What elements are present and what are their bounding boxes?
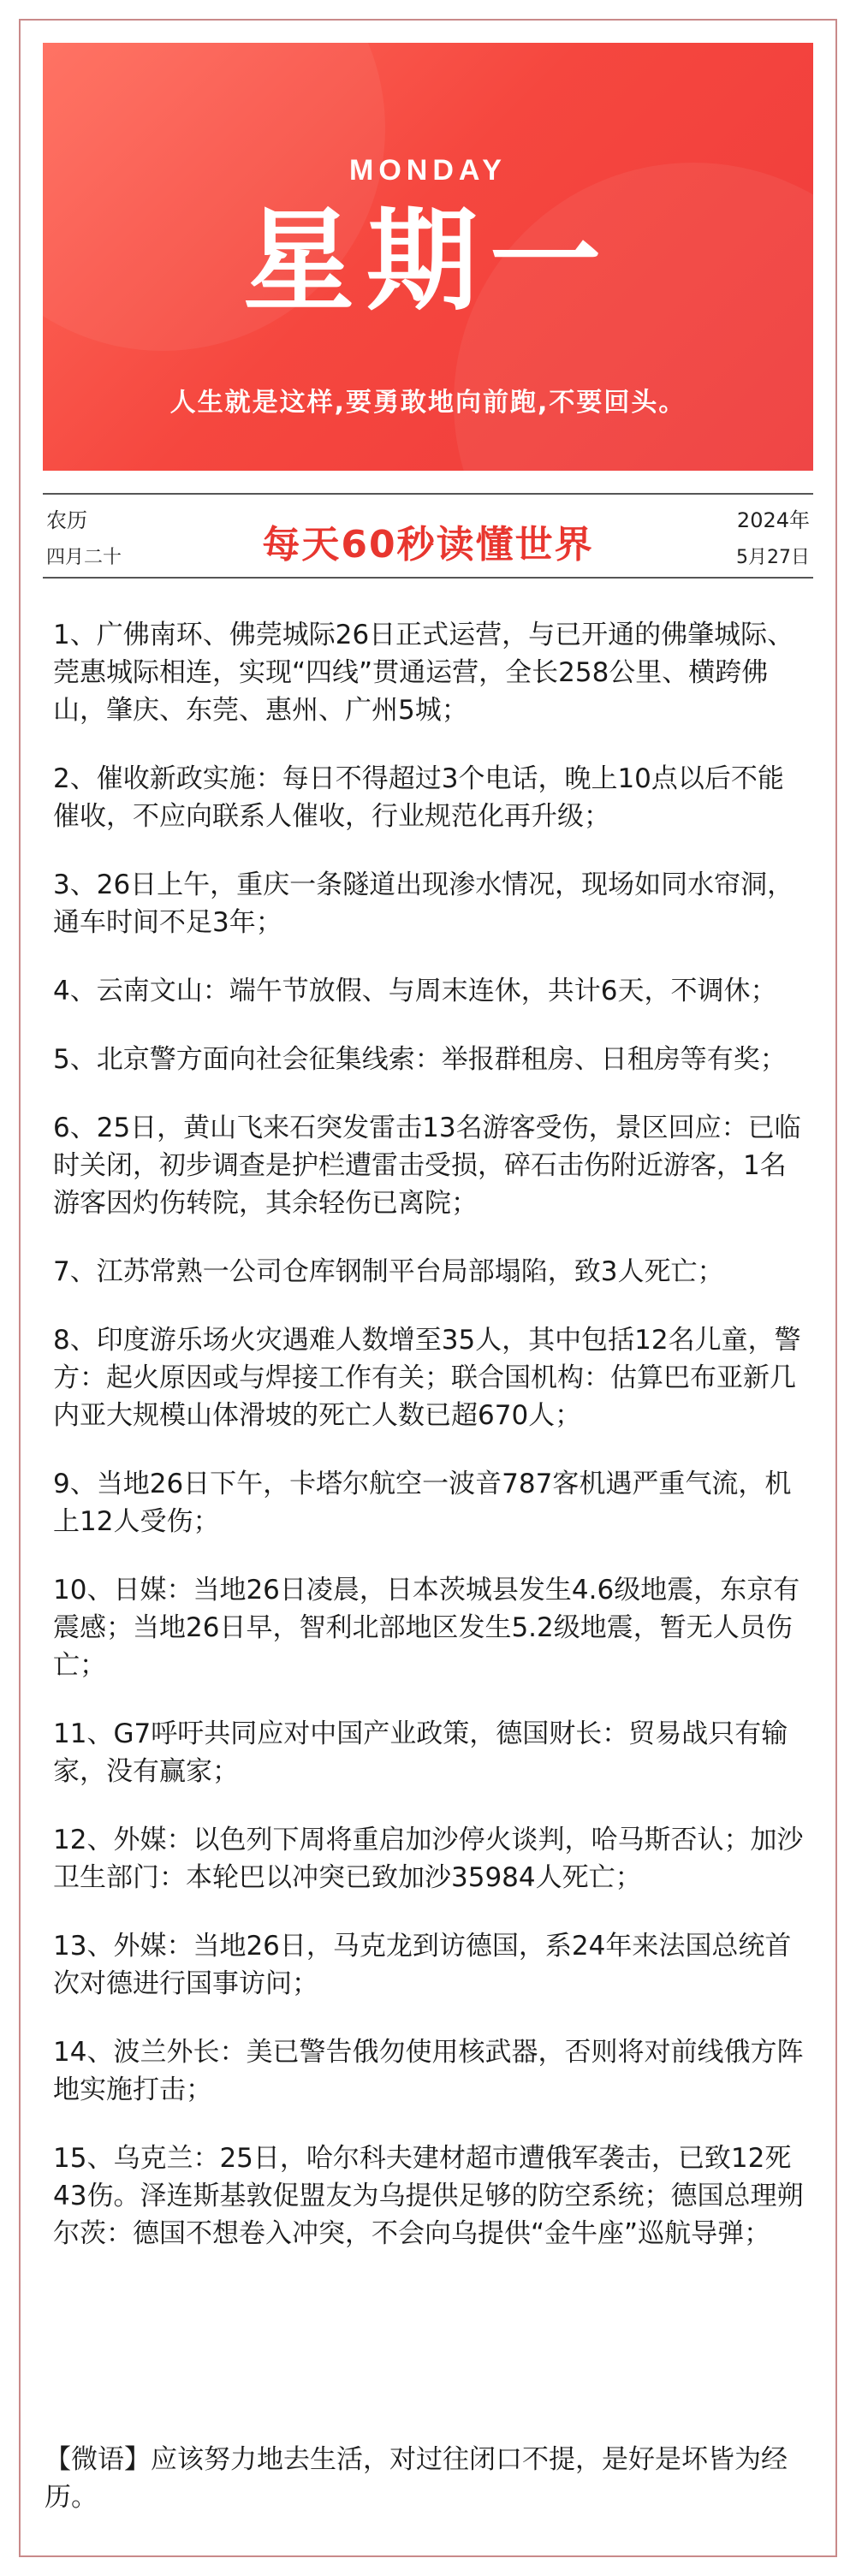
banner-motto: 人生就是这样,要勇敢地向前跑,不要回头。 bbox=[169, 388, 687, 418]
news-item: 1、广佛南环、佛莞城际26日正式运营，与已开通的佛肇城际、莞惠城际相连，实现“四线”贯通运营，全长258公里、横跨佛山，肇庆、东莞、惠州、广州5城； bbox=[53, 620, 794, 726]
weekday-chinese: 星期一 bbox=[242, 196, 613, 326]
news-item: 15、乌克兰：25日，哈尔科夫建材超市遭俄军袭击，已致12死43伤。泽连斯基敦促盟友为乌提供足够的防空系统；德国总理朔尔茨：德国不想卷入冲突，不会向乌提供“金牛座”巡航导弹； bbox=[53, 2143, 804, 2249]
daily-quote: 【微语】应该努力地去生活，对过往闭口不提，是好是坏皆为经历。 bbox=[45, 2444, 788, 2513]
year-label: 2024年 bbox=[736, 508, 810, 532]
news-item: 7、江苏常熟一公司仓库钢制平台局部塌陷，致3人死亡； bbox=[53, 1256, 724, 1287]
page-title: 每天60秒读懂世界 bbox=[262, 523, 594, 567]
news-item: 6、25日，黄山飞来石突发雷击13名游客受伤，景区回应：已临时关闭，初步调查是护栏遭雷击受损，碎石击伤附近游客，1名游客因灼伤转院，其余轻伤已离院； bbox=[53, 1113, 801, 1219]
news-item: 3、26日上午，重庆一条隧道出现渗水情况，现场如同水帘洞，通车时间不足3年； bbox=[53, 870, 794, 938]
lunar-date: 四月二十 bbox=[46, 547, 122, 568]
news-item: 2、催收新政实施：每日不得超过3个电话，晚上10点以后不能催收，不应向联系人催收，行业规范化再升级； bbox=[53, 763, 784, 832]
news-item: 4、云南文山：端午节放假、与周末连休，共计6天，不调休； bbox=[53, 976, 777, 1006]
news-item: 11、G7呼吁共同应对中国产业政策，德国财长：贸易战只有输家，没有赢家； bbox=[53, 1718, 788, 1787]
news-item: 9、当地26日下午，卡塔尔航空一波音787客机遇严重气流，机上12人受伤； bbox=[53, 1469, 792, 1537]
weekday-english: MONDAY bbox=[349, 154, 507, 187]
lunar-label: 农历 bbox=[46, 508, 87, 532]
news-item: 12、外媒：以色列下周将重启加沙停火谈判，哈马斯否认；加沙卫生部门：本轮巴以冲突已致加沙35984人死亡； bbox=[53, 1825, 804, 1893]
date-bar bbox=[43, 493, 813, 579]
news-list bbox=[53, 616, 806, 2283]
header-banner bbox=[43, 43, 813, 471]
news-item: 5、北京警方面向社会征集线索：举报群租房、日租房等有奖； bbox=[53, 1044, 787, 1075]
news-item: 8、印度游乐场火灾遇难人数增至35人，其中包括12名儿童，警方：起火原因或与焊接工作有关；联合国机构：估算巴布亚新几内亚大规模山体滑坡的死亡人数已超670人； bbox=[53, 1325, 801, 1431]
news-item: 10、日媒：当地26日凌晨，日本茨城县发生4.6级地震，东京有震感；当地26日早，智利北部地区发生5.2级地震，暂无人员伤亡； bbox=[53, 1575, 800, 1681]
news-item: 13、外媒：当地26日，马克龙到访德国，系24年来法国总统首次对德进行国事访问； bbox=[53, 1931, 792, 1999]
news-item: 14、波兰外长：美已警告俄勿使用核武器，否则将对前线俄方阵地实施打击； bbox=[53, 2037, 804, 2105]
date-label: 5月27日 bbox=[736, 547, 810, 568]
